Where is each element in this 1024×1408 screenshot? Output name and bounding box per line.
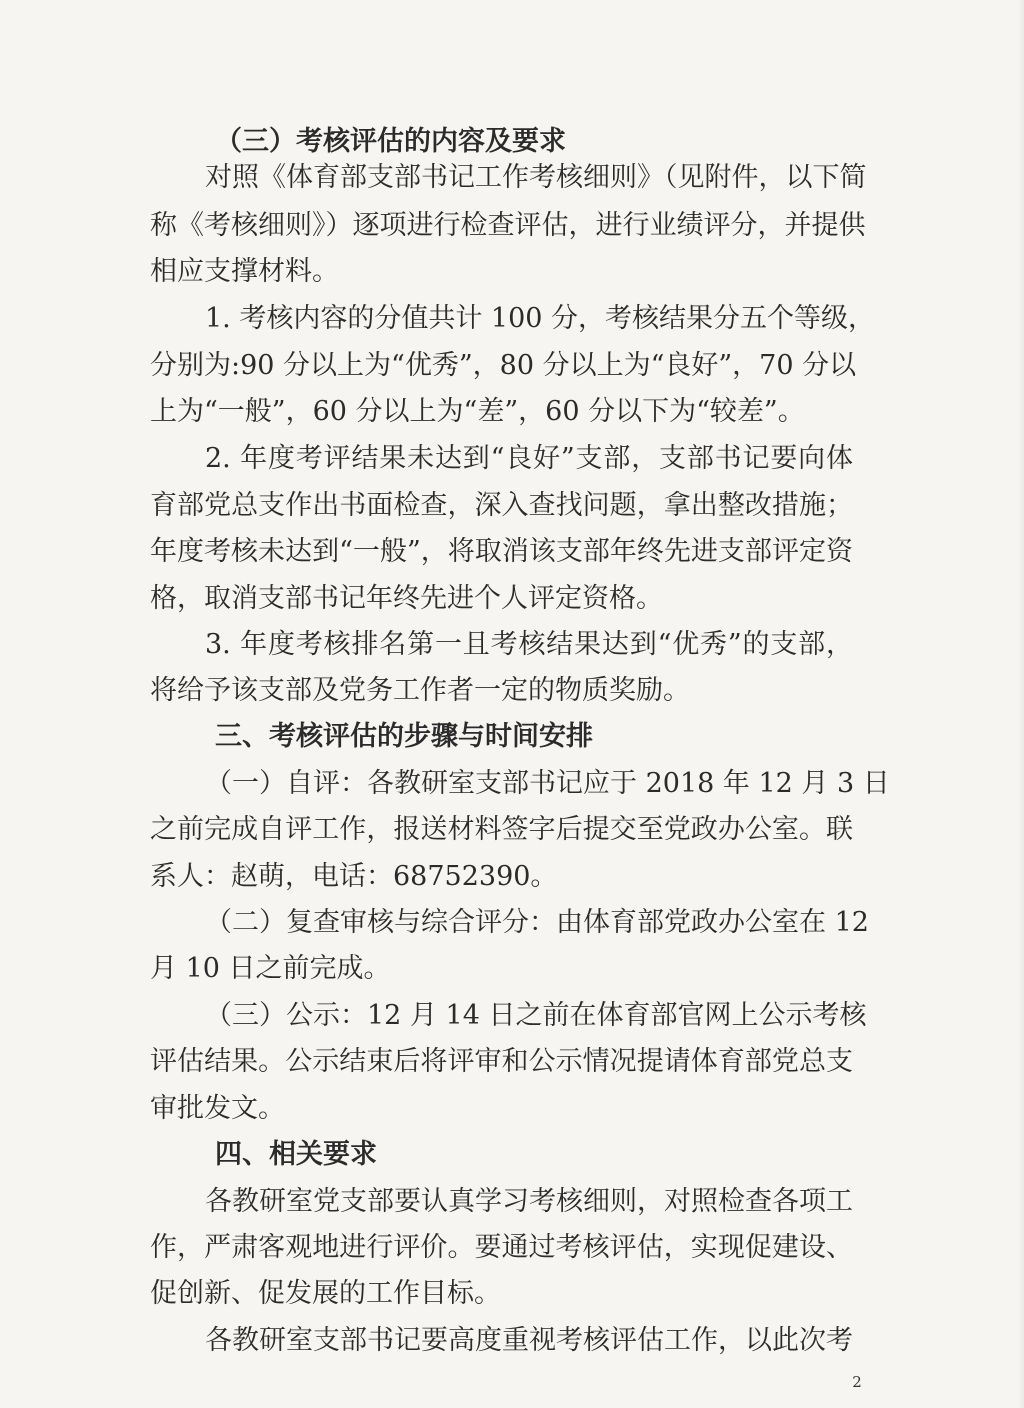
paragraph-line: （三）公示：12 月 14 日之前在体育部官网上公示考核 xyxy=(205,1000,867,1031)
paragraph-line: 作，严肃客观地进行评价。要通过考核评估，实现促建设、 xyxy=(150,1232,853,1263)
section-heading: （三）考核评估的内容及要求 xyxy=(215,126,566,157)
page-number: 2 xyxy=(852,1373,862,1391)
paragraph-line: 系人：赵萌，电话：68752390。 xyxy=(150,861,558,892)
paragraph-line: 3. 年度考核排名第一且考核结果达到“优秀”的支部， xyxy=(205,629,853,660)
paragraph-line: 之前完成自评工作，报送材料签字后提交至党政办公室。联 xyxy=(150,814,853,845)
paragraph-line: 相应支撑材料。 xyxy=(150,256,339,287)
paragraph-line: 育部党总支作出书面检查，深入查找问题，拿出整改措施； xyxy=(150,490,853,521)
paragraph-line: 2. 年度考评结果未达到“良好”支部，支部书记要向体 xyxy=(205,443,853,474)
paragraph-line: 上为“一般”，60 分以上为“差”，60 分以下为“较差”。 xyxy=(150,396,805,427)
section-heading: 三、考核评估的步骤与时间安排 xyxy=(215,721,593,752)
paragraph-line: 促创新、促发展的工作目标。 xyxy=(150,1278,501,1309)
paragraph-line: 将给予该支部及党务工作者一定的物质奖励。 xyxy=(150,675,690,706)
paragraph-line: 评估结果。公示结束后将评审和公示情况提请体育部党总支 xyxy=(150,1046,853,1077)
paragraph-line: （二）复查审核与综合评分：由体育部党政办公室在 12 xyxy=(205,907,869,938)
paragraph-line: 对照《体育部支部书记工作考核细则》（见附件，以下简 xyxy=(205,162,867,193)
paragraph-line: 各教研室党支部要认真学习考核细则，对照检查各项工 xyxy=(205,1186,853,1217)
paragraph-line: 年度考核未达到“一般”，将取消该支部年终先进支部评定资 xyxy=(150,536,853,567)
paragraph-line: 月 10 日之前完成。 xyxy=(150,953,391,984)
paragraph-line: 各教研室支部书记要高度重视考核评估工作，以此次考 xyxy=(205,1325,853,1356)
section-heading: 四、相关要求 xyxy=(215,1139,377,1170)
paragraph-line: （一）自评：各教研室支部书记应于 2018 年 12 月 3 日 xyxy=(205,768,890,799)
paragraph-line: 1. 考核内容的分值共计 100 分，考核结果分五个等级， xyxy=(205,303,876,334)
scan-shadow xyxy=(1018,0,1024,1408)
paragraph-line: 审批发文。 xyxy=(150,1093,285,1124)
paragraph-line: 称《考核细则》）逐项进行检查评估，进行业绩评分，并提供 xyxy=(150,210,866,241)
paragraph-line: 分别为:90 分以上为“优秀”，80 分以上为“良好”，70 分以 xyxy=(150,350,857,381)
paragraph-line: 格，取消支部书记年终先进个人评定资格。 xyxy=(150,583,663,614)
